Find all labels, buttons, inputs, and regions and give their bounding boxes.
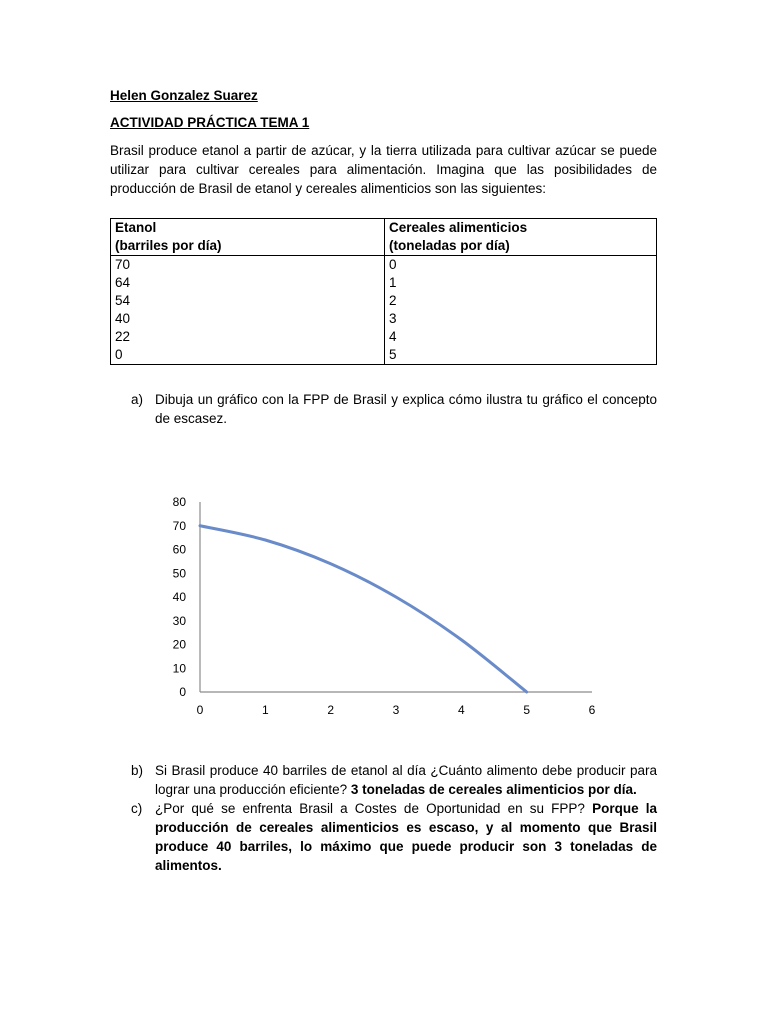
cell-etanol: 64: [111, 274, 385, 292]
fpp-chart: [160, 490, 610, 725]
table-row: [111, 328, 657, 346]
x-axis-ticks: [197, 703, 596, 717]
cell-etanol: 0: [111, 346, 385, 365]
y-tick-label: 40: [172, 590, 186, 604]
question-c-answer: Porque la producción de cereales alimenticios es escaso, y al momento que Brasil produce 40 barriles, lo máximo que puede producir son 3 toneladas de alimentos.: [155, 801, 657, 873]
cell-cereales: 0: [385, 256, 657, 275]
x-tick-label: 4: [457, 703, 465, 717]
y-tick-label: 0: [179, 685, 186, 699]
question-c-text: ¿Por qué se enfrenta Brasil a Costes de Oportunidad en su FPP?: [155, 801, 593, 816]
question-a: [110, 390, 657, 428]
cell-etanol: 22: [111, 328, 385, 346]
cell-cereales: 1: [385, 274, 657, 292]
document-title: ACTIVIDAD PRÁCTICA TEMA 1: [110, 115, 310, 130]
author-name: Helen Gonzalez Suarez: [110, 88, 258, 103]
header-cereales-line2: (toneladas por día): [389, 238, 510, 253]
y-tick-label: 50: [172, 566, 186, 581]
x-tick-label: 6: [588, 703, 596, 717]
y-tick-label: 60: [172, 542, 186, 557]
x-tick-label: 5: [523, 703, 531, 717]
table-row: [111, 346, 657, 365]
table-row: [111, 274, 657, 292]
header-etanol: [111, 219, 385, 256]
x-tick-label: 3: [392, 703, 400, 717]
x-tick-label: 0: [196, 703, 204, 717]
y-tick-label: 20: [172, 637, 186, 652]
cell-etanol: 70: [111, 256, 385, 275]
x-tick-label: 1: [261, 703, 269, 717]
question-c: [110, 799, 657, 875]
header-etanol-line2: (barriles por día): [115, 238, 222, 253]
table-row: [111, 292, 657, 310]
y-tick-label: 80: [172, 495, 186, 509]
x-tick-label: 2: [327, 703, 335, 717]
question-b: [110, 761, 657, 799]
y-tick-label: 10: [172, 661, 186, 676]
question-a-text: Dibuja un gráfico con la FPP de Brasil y explica cómo ilustra tu gráfico el concepto de escasez.: [155, 392, 657, 426]
table-header-row: [111, 219, 657, 256]
table-row: [111, 256, 657, 275]
table-row: [111, 310, 657, 328]
y-axis-ticks: [173, 495, 187, 699]
document-body: [110, 86, 657, 428]
y-tick-label: 70: [172, 518, 186, 533]
question-a-label: a): [131, 392, 144, 407]
fpp-curve: [200, 526, 527, 692]
cell-etanol: 54: [111, 292, 385, 310]
header-cereales-line1: Cereales alimenticios: [389, 220, 528, 235]
header-etanol-line1: Etanol: [115, 220, 157, 235]
question-b-label: b): [131, 763, 144, 778]
question-b-text: Si Brasil produce 40 barriles de etanol al día ¿Cuánto alimento debe producir para lograr una producción eficiente?: [155, 763, 657, 797]
y-tick-label: 30: [172, 613, 186, 628]
question-b-answer: 3 toneladas de cereales alimenticios por día.: [350, 782, 637, 797]
cell-cereales: 2: [385, 292, 657, 310]
intro-paragraph: Brasil produce etanol a partir de azúcar, y la tierra utilizada para cultivar azúcar se puede utilizar para cultivar cereales para alimentación. Imagina que las posibilidades de producción de Brasil de etanol y cereales alimenticios son las siguientes:: [110, 143, 657, 196]
cell-cereales: 5: [385, 346, 657, 365]
questions-bc: [110, 761, 657, 875]
question-c-label: c): [131, 801, 143, 816]
header-cereales: [385, 219, 657, 256]
production-table: [110, 218, 657, 365]
cell-etanol: 40: [111, 310, 385, 328]
cell-cereales: 3: [385, 310, 657, 328]
cell-cereales: 4: [385, 328, 657, 346]
